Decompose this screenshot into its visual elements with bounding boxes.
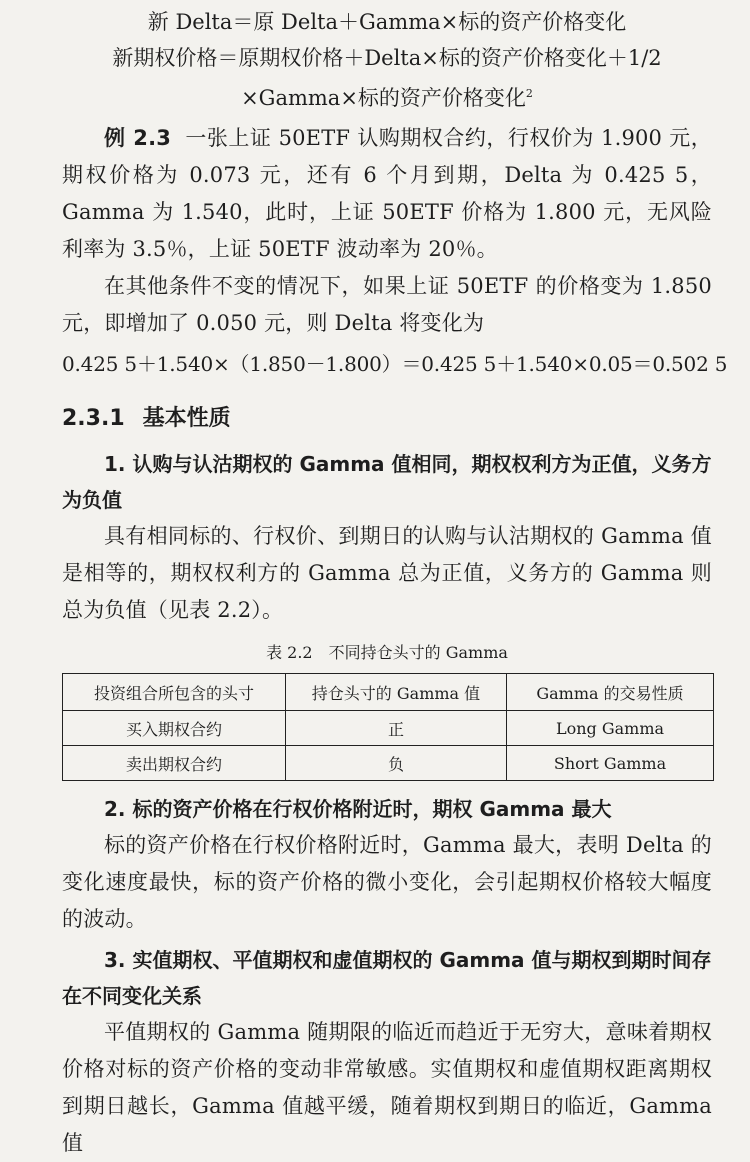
- delta-equation: 0.425 5＋1.540×（1.850－1.800）＝0.425 5＋1.540×0.05＝0.502 5: [62, 352, 728, 376]
- formula-new-option-price: 新期权价格＝原期权价格＋Delta×标的资产价格变化＋1/2: [112, 46, 662, 70]
- table-header-cell: Gamma 的交易性质: [507, 674, 714, 711]
- item2-heading: 2. 标的资产价格在行权价格附近时，期权 Gamma 最大: [104, 797, 612, 821]
- table-caption: 表 2.2 不同持仓头寸的 Gamma: [266, 643, 508, 662]
- table-header-cell: 投资组合所包含的头寸: [63, 674, 286, 711]
- formula-new-option-price-cont: [62, 76, 712, 116]
- table-wrapper: [62, 673, 712, 781]
- table-cell: 负: [286, 746, 507, 781]
- table-header-cell: 持仓头寸的 Gamma 值: [286, 674, 507, 711]
- table-row: [63, 711, 714, 746]
- formula-new-delta: 新 Delta＝原 Delta＋Gamma×标的资产价格变化: [147, 10, 627, 34]
- example-text: 一张上证 50ETF 认购期权合约，行权价为 1.900 元，期权价格为 0.073 元，还有 6 个月到期，Delta 为 0.425 5，Gamma 为 1.540，此时，上证 50ETF 价格为 1.800 元，无风险利率为 3.5％，上证 50ETF 波动率为 20％。: [62, 126, 712, 261]
- item2-body: 标的资产价格在行权价格附近时，Gamma 最大，表明 Delta 的变化速度最快，标的资产价格的微小变化，会引起期权价格较大幅度的波动。: [62, 833, 712, 931]
- example-paragraph-2: 在其他条件不变的情况下，如果上证 50ETF 的价格变为 1.850 元，即增加了 0.050 元，则 Delta 将变化为: [62, 274, 712, 335]
- example-paragraph: [62, 120, 712, 268]
- table-cell: 卖出期权合约: [63, 746, 286, 781]
- item3-heading: 3. 实值期权、平值期权和虚值期权的 Gamma 值与期权到期时间存在不同变化关系: [62, 948, 712, 1008]
- section-title: 基本性质: [142, 406, 231, 431]
- item1-heading: 1. 认购与认沽期权的 Gamma 值相同，期权权利方为正值，义务方为负值: [62, 452, 712, 512]
- section-number: 2.3.1: [62, 406, 125, 431]
- section-heading: [62, 400, 712, 438]
- table-row: [63, 746, 714, 781]
- example-label: 例 2.3: [104, 126, 172, 150]
- item3-body: 平值期权的 Gamma 随期限的临近而趋近于无穷大，意味着期权价格对标的资产价格的变动非常敏感。实值期权和虚值期权距离期权到期日越长，Gamma 值越平缓，随着期权到期日的临近，Gamma 值: [62, 1020, 712, 1155]
- formula-cont-text: ×Gamma×标的资产价格变化: [241, 86, 526, 110]
- table-cell: Long Gamma: [507, 711, 714, 746]
- table-cell: 正: [286, 711, 507, 746]
- table-header-row: [63, 674, 714, 711]
- table-cell: 买入期权合约: [63, 711, 286, 746]
- gamma-position-table: [62, 673, 714, 781]
- table-cell: Short Gamma: [507, 746, 714, 781]
- formula-superscript: 2: [525, 87, 533, 100]
- item1-body: 具有相同标的、行权价、到期日的认购与认沽期权的 Gamma 值是相等的，期权权利方的 Gamma 总为正值，义务方的 Gamma 则总为负值（见表 2.2）。: [62, 524, 712, 622]
